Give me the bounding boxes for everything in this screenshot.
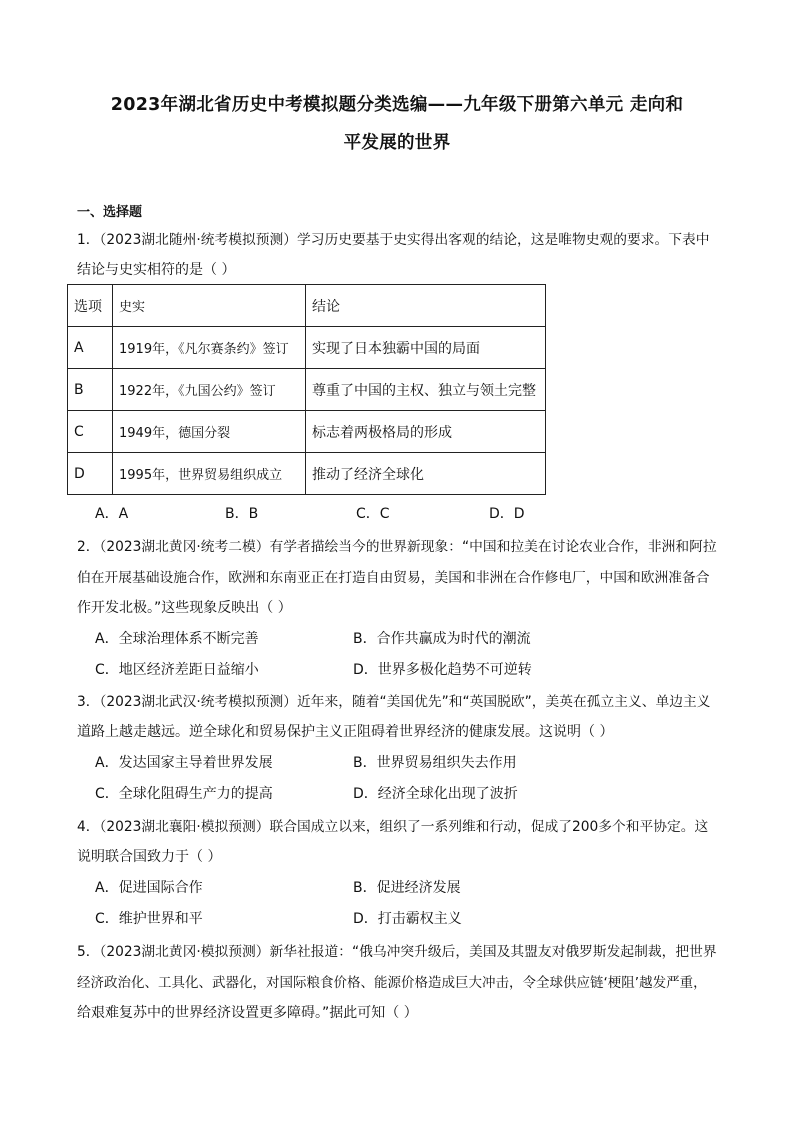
q4-option-a: A．促进国际合作	[95, 880, 203, 896]
q4-option-b: B．促进经济发展	[353, 880, 461, 896]
q2-stem-line-3: 作开发北极。”这些现象反映出（ ）	[77, 600, 292, 616]
table-cell: 1919年，《凡尔赛条约》签订	[113, 327, 306, 369]
q3-option-a: A．发达国家主导着世界发展	[95, 755, 273, 771]
table-header-cell: 结论	[306, 285, 546, 327]
q1-stem-line-2: 结论与史实相符的是（ ）	[77, 262, 236, 278]
table-cell: B	[68, 369, 113, 411]
table-cell: 1949年，德国分裂	[113, 411, 306, 453]
q5-stem-line-1: 5．（2023湖北黄冈·模拟预测）新华社报道：“俄乌冲突升级后，美国及其盟友对俄罗斯发起制裁，把世界	[77, 944, 717, 960]
q4-option-d: D．打击霸权主义	[353, 911, 462, 927]
table-cell: D	[68, 453, 113, 495]
table-cell: 标志着两极格局的形成	[306, 411, 546, 453]
q1-option-d: D．D	[489, 506, 525, 522]
q1-stem-line-1: 1．（2023湖北随州·统考模拟预测）学习历史要基于史实得出客观的结论，这是唯物史观的要求。下表中	[77, 232, 710, 248]
table-cell: 1922年，《九国公约》签订	[113, 369, 306, 411]
document-title	[60, 86, 734, 162]
table-row	[68, 453, 546, 495]
title-line-1: 2023年湖北省历史中考模拟题分类选编——九年级下册第六单元 走向和	[110, 95, 684, 115]
q1-option-b: B．B	[225, 506, 259, 522]
section-heading: 一、选择题	[77, 205, 143, 220]
q2-option-c: C．地区经济差距日益缩小	[95, 662, 259, 678]
q2-stem-line-2: 伯在开展基础设施合作，欧洲和东南亚正在打造自由贸易，美国和非洲在合作修电厂，中国和欧洲准备合	[77, 570, 710, 586]
q5-stem-line-3: 给艰难复苏中的世界经济设置更多障碍。”据此可知（ ）	[77, 1005, 418, 1021]
q1-table	[67, 284, 546, 495]
table-row	[68, 327, 546, 369]
q2-option-d: D．世界多极化趋势不可逆转	[353, 662, 532, 678]
table-header-cell: 史实	[113, 285, 306, 327]
q3-option-d: D．经济全球化出现了波折	[353, 786, 518, 802]
q1-option-c: C．C	[356, 506, 390, 522]
q2-option-a: A．全球治理体系不断完善	[95, 631, 259, 647]
title-line-2: 平发展的世界	[343, 133, 451, 153]
q3-option-c: C．全球化阻碍生产力的提高	[95, 786, 273, 802]
table-cell: 尊重了中国的主权、独立与领土完整	[306, 369, 546, 411]
table-cell: 1995年，世界贸易组织成立	[113, 453, 306, 495]
q3-stem-line-1: 3．（2023湖北武汉·统考模拟预测）近年来，随着“美国优先”和“英国脱欧”，美英在孤立主义、单边主义	[77, 694, 711, 710]
q4-stem-line-2: 说明联合国致力于（ ）	[77, 849, 222, 865]
q1-option-a: A．A	[95, 506, 129, 522]
table-row	[68, 369, 546, 411]
table-header-row	[68, 285, 546, 327]
table-row	[68, 411, 546, 453]
q5-stem-line-2: 经济政治化、工具化、武器化，对国际粮食价格、能源价格造成巨大冲击，令全球供应链‘梗阻’越发严重，	[77, 975, 707, 991]
table-cell: 推动了经济全球化	[306, 453, 546, 495]
q4-stem-line-1: 4．（2023湖北襄阳·模拟预测）联合国成立以来，组织了一系列维和行动，促成了200多个和平协定。这	[77, 819, 709, 835]
q3-stem-line-2: 道路上越走越远。逆全球化和贸易保护主义正阻碍着世界经济的健康发展。这说明（ ）	[77, 724, 614, 740]
q3-option-b: B．世界贸易组织失去作用	[353, 755, 517, 771]
table-header-cell: 选项	[68, 285, 113, 327]
q4-option-c: C．维护世界和平	[95, 911, 203, 927]
table-cell: C	[68, 411, 113, 453]
table-cell: A	[68, 327, 113, 369]
table-cell: 实现了日本独霸中国的局面	[306, 327, 546, 369]
q2-stem-line-1: 2．（2023湖北黄冈·统考二模）有学者描绘当今的世界新现象：“中国和拉美在讨论农业合作，非洲和阿拉	[77, 539, 717, 555]
q2-option-b: B．合作共赢成为时代的潮流	[353, 631, 531, 647]
